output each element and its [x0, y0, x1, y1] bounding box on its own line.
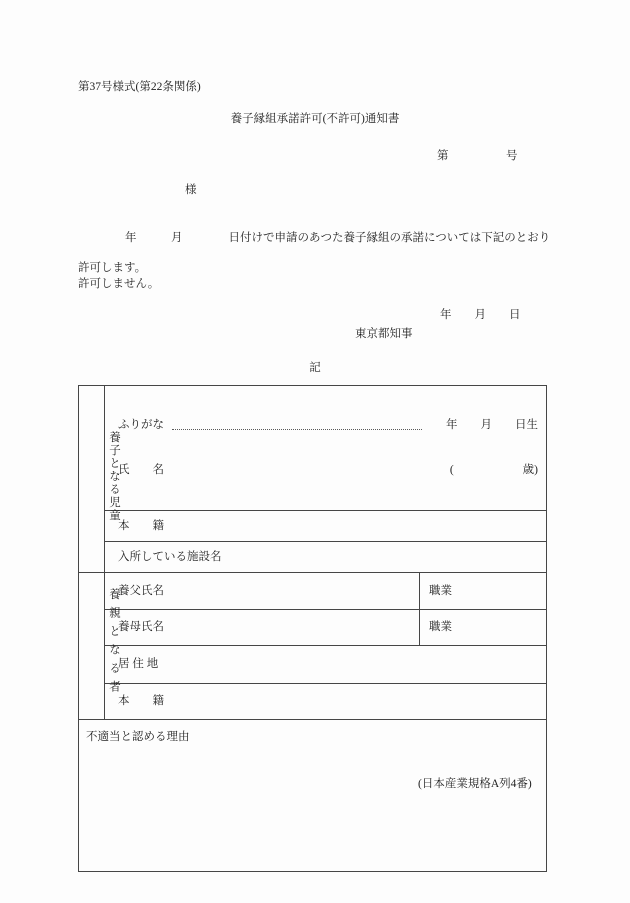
father-name-cell: 養父氏名	[105, 573, 420, 610]
parent-section-header	[79, 573, 120, 720]
facility-cell: 入所している施設名	[105, 542, 547, 573]
table-row	[79, 646, 547, 683]
denial-option-line: 許可しません。	[78, 278, 160, 290]
child-section-header	[79, 386, 120, 573]
issuer-title: 東京都知事	[355, 328, 413, 340]
record-marker: 記	[309, 362, 321, 374]
table-row	[79, 573, 547, 610]
approval-option-line: 許可します。	[78, 262, 147, 274]
name-line	[118, 463, 538, 478]
child-registry-cell: 本 籍	[105, 511, 547, 542]
addressee-honorific: 様	[185, 184, 197, 196]
name-label: 氏 名	[118, 464, 164, 476]
issue-date-line: 年 月 日	[440, 309, 521, 321]
table-row	[79, 683, 547, 719]
mother-name-cell: 養母氏名	[105, 610, 420, 646]
table-row	[79, 511, 547, 542]
child-section-label: 養子となる児童	[108, 431, 120, 522]
document-number-line: 第 号	[437, 150, 518, 162]
rejection-reason-cell: 不適当と認める理由	[79, 720, 547, 872]
furigana-label: ふりがな	[118, 419, 164, 431]
adoption-form-table	[78, 385, 547, 872]
parent-section-label: 養親となる者	[108, 588, 120, 699]
form-number-label: 第37号様式(第22条関係)	[78, 81, 201, 93]
mother-occupation-cell: 職業	[420, 610, 547, 646]
paper-size-note: (日本産業規格A列4番)	[418, 778, 532, 790]
parent-registry-cell: 本 籍	[105, 683, 547, 719]
dotted-fill-line	[172, 429, 422, 430]
child-name-cell	[105, 386, 547, 511]
father-occupation-cell: 職業	[420, 573, 547, 610]
request-summary-line: 年 月 日付けで申請のあつた養子縁組の承諾については下記のとおり	[125, 232, 551, 244]
residence-cell: 居 住 地	[105, 646, 547, 683]
table-row	[79, 610, 547, 646]
table-row	[79, 386, 547, 511]
table-row	[79, 542, 547, 573]
table-row	[79, 720, 547, 872]
document-title: 養子縁組承諾許可(不許可)通知書	[230, 113, 400, 125]
age-label: ( 歳)	[449, 464, 538, 476]
furigana-line	[118, 418, 538, 433]
birth-date-label: 年 月 日生	[446, 419, 538, 431]
